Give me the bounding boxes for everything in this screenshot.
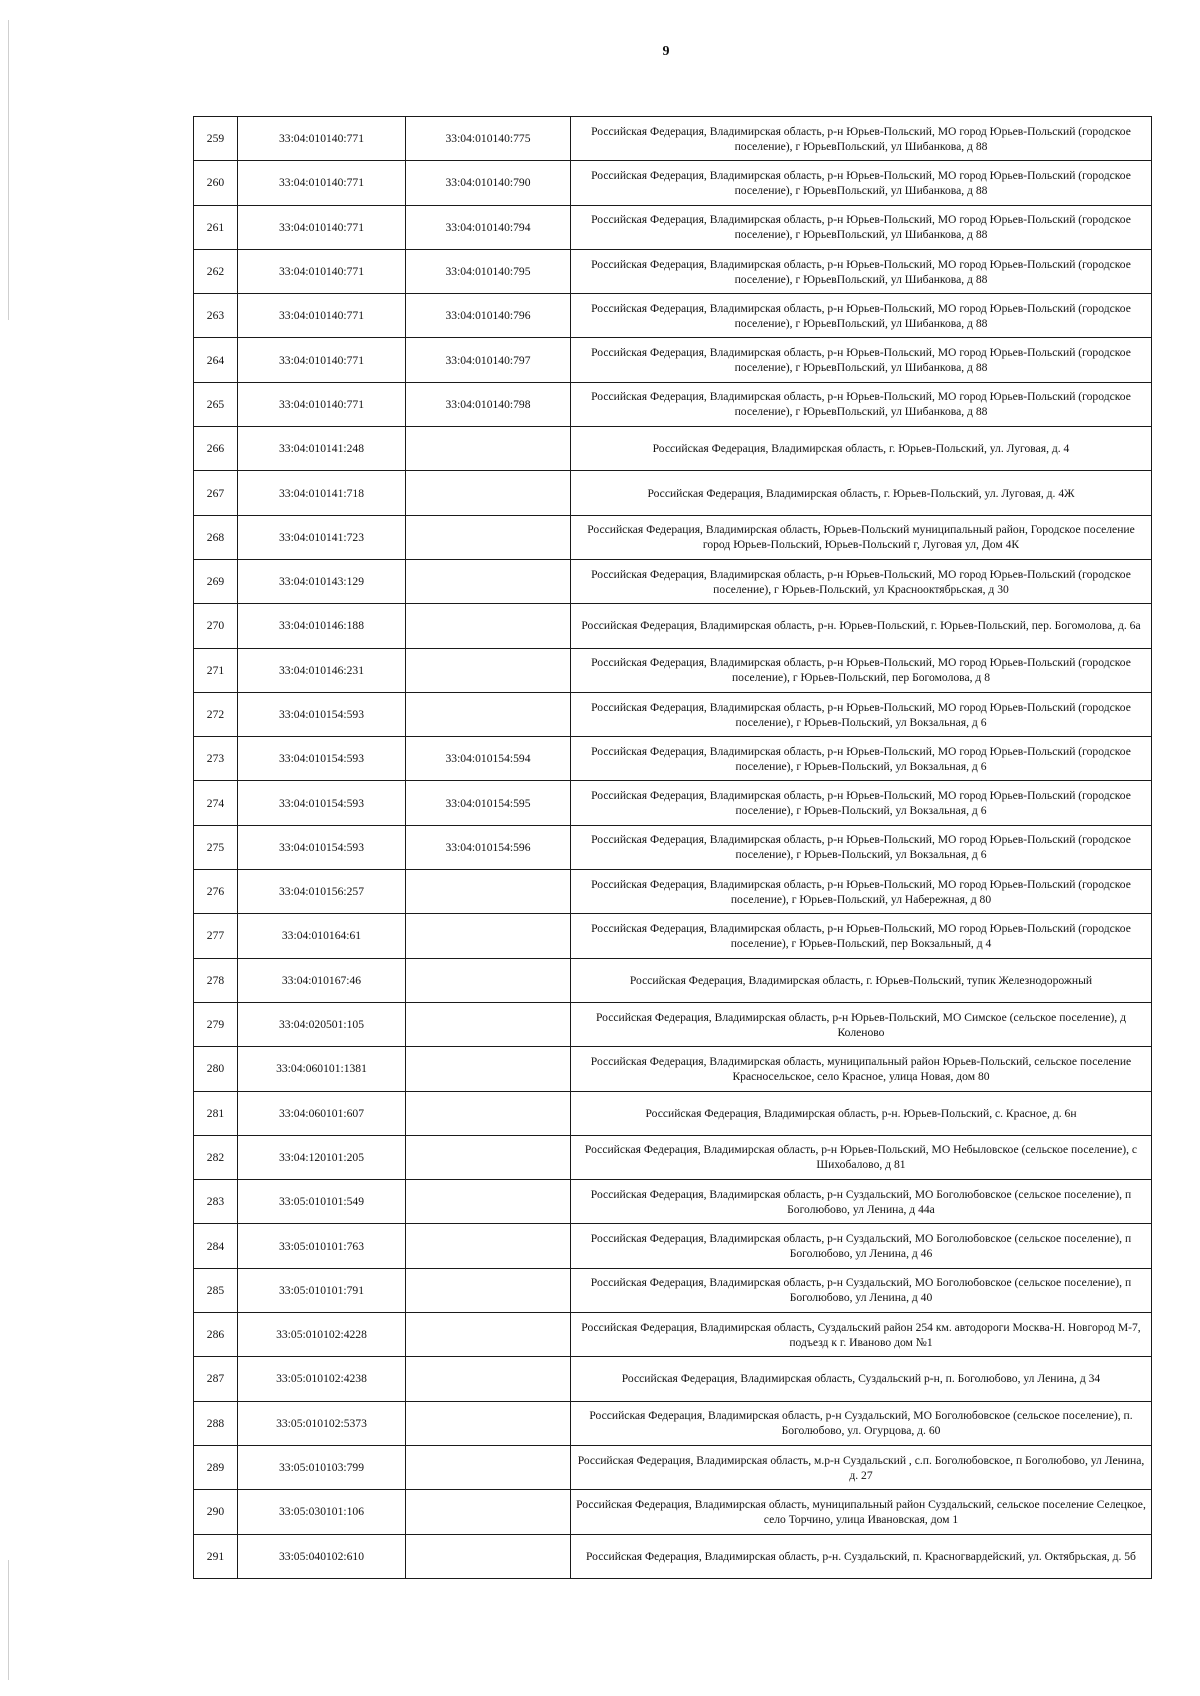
- main-cadastral-number-cell: 33:04:010140:771: [238, 249, 406, 293]
- main-cadastral-number-cell: 33:05:010101:549: [238, 1180, 406, 1224]
- address-cell: Российская Федерация, Владимирская область, р-н Суздальский, МО Боголюбовское (сельское поселение), п. Боголюбово, ул. Огурцова, д. 60: [571, 1401, 1152, 1445]
- address-cell: Российская Федерация, Владимирская область, р-н Юрьев-Польский, МО город Юрьев-Польский (городское поселение), г ЮрьевПольский, ул Шибанкова, д 88: [571, 338, 1152, 382]
- sub-cadastral-number-cell: [406, 870, 571, 914]
- table-row: [194, 648, 1152, 692]
- table-row: [194, 914, 1152, 958]
- row-number-cell: 259: [194, 117, 238, 161]
- table-row: [194, 471, 1152, 515]
- sub-cadastral-number-cell: [406, 1268, 571, 1312]
- sub-cadastral-number-cell: [406, 1135, 571, 1179]
- table-row: [194, 161, 1152, 205]
- row-number-cell: 272: [194, 692, 238, 736]
- main-cadastral-number-cell: 33:05:030101:106: [238, 1490, 406, 1534]
- main-cadastral-number-cell: 33:04:010140:771: [238, 117, 406, 161]
- cadastral-registry-table: [193, 116, 1152, 1579]
- address-cell: Российская Федерация, Владимирская область, муниципальный район Юрьев-Польский, сельское поселение Красносельское, село Красное, улица Новая, дом 80: [571, 1047, 1152, 1091]
- row-number-cell: 274: [194, 781, 238, 825]
- row-number-cell: 263: [194, 294, 238, 338]
- address-cell: Российская Федерация, Владимирская область, р-н Юрьев-Польский, МО город Юрьев-Польский (городское поселение), г Юрьев-Польский, ул Вокзальная, д 6: [571, 781, 1152, 825]
- sub-cadastral-number-cell: [406, 1091, 571, 1135]
- table-row: [194, 1180, 1152, 1224]
- main-cadastral-number-cell: 33:04:010140:771: [238, 294, 406, 338]
- sub-cadastral-number-cell: [406, 692, 571, 736]
- row-number-cell: 285: [194, 1268, 238, 1312]
- row-number-cell: 268: [194, 515, 238, 559]
- address-cell: Российская Федерация, Владимирская область, р-н Юрьев-Польский, МО город Юрьев-Польский (городское поселение), г Юрьев-Польский, ул Вокзальная, д 6: [571, 825, 1152, 869]
- scan-edge-mark: [8, 20, 9, 320]
- main-cadastral-number-cell: 33:04:010141:248: [238, 427, 406, 471]
- sub-cadastral-number-cell: 33:04:010140:775: [406, 117, 571, 161]
- row-number-cell: 270: [194, 604, 238, 648]
- main-cadastral-number-cell: 33:04:010140:771: [238, 205, 406, 249]
- sub-cadastral-number-cell: 33:04:010140:797: [406, 338, 571, 382]
- table-row: [194, 692, 1152, 736]
- row-number-cell: 282: [194, 1135, 238, 1179]
- sub-cadastral-number-cell: [406, 427, 571, 471]
- main-cadastral-number-cell: 33:05:010102:5373: [238, 1401, 406, 1445]
- address-cell: Российская Федерация, Владимирская область, р-н Юрьев-Польский, МО город Юрьев-Польский (городское поселение), г Юрьев-Польский, ул Вокзальная, д 6: [571, 737, 1152, 781]
- main-cadastral-number-cell: 33:04:010143:129: [238, 559, 406, 603]
- address-cell: Российская Федерация, Владимирская область, р-н Юрьев-Польский, МО Симское (сельское поселение), д Коленово: [571, 1002, 1152, 1046]
- row-number-cell: 275: [194, 825, 238, 869]
- table-row: [194, 870, 1152, 914]
- row-number-cell: 265: [194, 382, 238, 426]
- table-row: [194, 781, 1152, 825]
- table-row: [194, 382, 1152, 426]
- table-row: [194, 1135, 1152, 1179]
- row-number-cell: 287: [194, 1357, 238, 1401]
- table-row: [194, 1445, 1152, 1489]
- table-row: [194, 1091, 1152, 1135]
- address-cell: Российская Федерация, Владимирская область, р-н Юрьев-Польский, МО город Юрьев-Польский (городское поселение), г ЮрьевПольский, ул Шибанкова, д 88: [571, 161, 1152, 205]
- sub-cadastral-number-cell: 33:04:010154:594: [406, 737, 571, 781]
- main-cadastral-number-cell: 33:04:010154:593: [238, 825, 406, 869]
- table-row: [194, 1357, 1152, 1401]
- main-cadastral-number-cell: 33:05:010102:4238: [238, 1357, 406, 1401]
- sub-cadastral-number-cell: 33:04:010140:796: [406, 294, 571, 338]
- sub-cadastral-number-cell: [406, 515, 571, 559]
- table-row: [194, 604, 1152, 648]
- address-cell: Российская Федерация, Владимирская область, р-н Юрьев-Польский, МО город Юрьев-Польский (городское поселение), г Юрьев-Польский, пер Вокзальный, д 4: [571, 914, 1152, 958]
- table-row: [194, 249, 1152, 293]
- table-row: [194, 559, 1152, 603]
- table-row: [194, 1268, 1152, 1312]
- table-row: [194, 1224, 1152, 1268]
- table-row: [194, 294, 1152, 338]
- row-number-cell: 279: [194, 1002, 238, 1046]
- sub-cadastral-number-cell: [406, 604, 571, 648]
- sub-cadastral-number-cell: 33:04:010140:795: [406, 249, 571, 293]
- table-row: [194, 737, 1152, 781]
- sub-cadastral-number-cell: [406, 1180, 571, 1224]
- scan-edge-mark: [8, 1560, 9, 1680]
- row-number-cell: 280: [194, 1047, 238, 1091]
- address-cell: Российская Федерация, Владимирская область, Юрьев-Польский муниципальный район, Городское поселение город Юрьев-Польский, Юрьев-Польский г, Луговая ул, Дом 4К: [571, 515, 1152, 559]
- table-row: [194, 427, 1152, 471]
- main-cadastral-number-cell: 33:04:120101:205: [238, 1135, 406, 1179]
- address-cell: Российская Федерация, Владимирская область, г. Юрьев-Польский, тупик Железнодорожный: [571, 958, 1152, 1002]
- address-cell: Российская Федерация, Владимирская область, Суздальский район 254 км. автодороги Москва-Н. Новгород М-7, подъезд к г. Иваново дом №1: [571, 1313, 1152, 1357]
- table-row: [194, 1047, 1152, 1091]
- sub-cadastral-number-cell: [406, 914, 571, 958]
- address-cell: Российская Федерация, Владимирская область, г. Юрьев-Польский, ул. Луговая, д. 4: [571, 427, 1152, 471]
- table-row: [194, 958, 1152, 1002]
- row-number-cell: 284: [194, 1224, 238, 1268]
- sub-cadastral-number-cell: [406, 1490, 571, 1534]
- main-cadastral-number-cell: 33:04:010140:771: [238, 338, 406, 382]
- address-cell: Российская Федерация, Владимирская область, р-н Суздальский, МО Боголюбовское (сельское поселение), п Боголюбово, ул Ленина, д 40: [571, 1268, 1152, 1312]
- sub-cadastral-number-cell: 33:04:010140:790: [406, 161, 571, 205]
- address-cell: Российская Федерация, Владимирская область, р-н Юрьев-Польский, МО город Юрьев-Польский (городское поселение), г ЮрьевПольский, ул Шибанкова, д 88: [571, 117, 1152, 161]
- row-number-cell: 260: [194, 161, 238, 205]
- sub-cadastral-number-cell: [406, 1357, 571, 1401]
- table-row: [194, 1002, 1152, 1046]
- row-number-cell: 290: [194, 1490, 238, 1534]
- address-cell: Российская Федерация, Владимирская область, р-н Юрьев-Польский, МО город Юрьев-Польский (городское поселение), г ЮрьевПольский, ул Шибанкова, д 88: [571, 294, 1152, 338]
- table-row: [194, 205, 1152, 249]
- sub-cadastral-number-cell: [406, 1002, 571, 1046]
- main-cadastral-number-cell: 33:04:010156:257: [238, 870, 406, 914]
- address-cell: Российская Федерация, Владимирская область, р-н Юрьев-Польский, МО город Юрьев-Польский (городское поселение), г Юрьев-Польский, ул Набережная, д 80: [571, 870, 1152, 914]
- table-body: [194, 117, 1152, 1579]
- sub-cadastral-number-cell: [406, 471, 571, 515]
- row-number-cell: 288: [194, 1401, 238, 1445]
- row-number-cell: 276: [194, 870, 238, 914]
- main-cadastral-number-cell: 33:05:010103:799: [238, 1445, 406, 1489]
- address-cell: Российская Федерация, Владимирская область, р-н Юрьев-Польский, МО город Юрьев-Польский (городское поселение), г ЮрьевПольский, ул Шибанкова, д 88: [571, 249, 1152, 293]
- sub-cadastral-number-cell: [406, 559, 571, 603]
- row-number-cell: 281: [194, 1091, 238, 1135]
- main-cadastral-number-cell: 33:05:010101:791: [238, 1268, 406, 1312]
- address-cell: Российская Федерация, Владимирская область, р-н Суздальский, МО Боголюбовское (сельское поселение), п Боголюбово, ул Ленина, д 44а: [571, 1180, 1152, 1224]
- main-cadastral-number-cell: 33:04:020501:105: [238, 1002, 406, 1046]
- main-cadastral-number-cell: 33:04:010146:188: [238, 604, 406, 648]
- sub-cadastral-number-cell: [406, 1401, 571, 1445]
- row-number-cell: 277: [194, 914, 238, 958]
- table-row: [194, 1490, 1152, 1534]
- row-number-cell: 283: [194, 1180, 238, 1224]
- row-number-cell: 291: [194, 1534, 238, 1578]
- row-number-cell: 262: [194, 249, 238, 293]
- main-cadastral-number-cell: 33:04:010154:593: [238, 692, 406, 736]
- address-cell: Российская Федерация, Владимирская область, р-н. Суздальский, п. Красногвардейский, ул. Октябрьская, д. 5б: [571, 1534, 1152, 1578]
- main-cadastral-number-cell: 33:04:010141:723: [238, 515, 406, 559]
- row-number-cell: 264: [194, 338, 238, 382]
- sub-cadastral-number-cell: 33:04:010140:794: [406, 205, 571, 249]
- main-cadastral-number-cell: 33:04:010154:593: [238, 737, 406, 781]
- main-cadastral-number-cell: 33:04:010154:593: [238, 781, 406, 825]
- table-row: [194, 515, 1152, 559]
- table-row: [194, 338, 1152, 382]
- address-cell: Российская Федерация, Владимирская область, г. Юрьев-Польский, ул. Луговая, д. 4Ж: [571, 471, 1152, 515]
- table-row: [194, 1401, 1152, 1445]
- address-cell: Российская Федерация, Владимирская область, р-н Юрьев-Польский, МО город Юрьев-Польский (городское поселение), г Юрьев-Польский, ул Краснооктябрьская, д 30: [571, 559, 1152, 603]
- sub-cadastral-number-cell: [406, 1313, 571, 1357]
- row-number-cell: 267: [194, 471, 238, 515]
- main-cadastral-number-cell: 33:04:010146:231: [238, 648, 406, 692]
- row-number-cell: 289: [194, 1445, 238, 1489]
- page-number: 9: [662, 44, 670, 59]
- address-cell: Российская Федерация, Владимирская область, р-н Юрьев-Польский, МО город Юрьев-Польский (городское поселение), г ЮрьевПольский, ул Шибанкова, д 88: [571, 382, 1152, 426]
- sub-cadastral-number-cell: [406, 1534, 571, 1578]
- address-cell: Российская Федерация, Владимирская область, р-н Суздальский, МО Боголюбовское (сельское поселение), п Боголюбово, ул Ленина, д 46: [571, 1224, 1152, 1268]
- row-number-cell: 266: [194, 427, 238, 471]
- table-row: [194, 1313, 1152, 1357]
- address-cell: Российская Федерация, Владимирская область, р-н Юрьев-Польский, МО город Юрьев-Польский (городское поселение), г Юрьев-Польский, пер Богомолова, д 8: [571, 648, 1152, 692]
- main-cadastral-number-cell: 33:04:010167:46: [238, 958, 406, 1002]
- sub-cadastral-number-cell: [406, 1047, 571, 1091]
- sub-cadastral-number-cell: 33:04:010140:798: [406, 382, 571, 426]
- sub-cadastral-number-cell: [406, 648, 571, 692]
- address-cell: Российская Федерация, Владимирская область, р-н Юрьев-Польский, МО город Юрьев-Польский (городское поселение), г Юрьев-Польский, ул Вокзальная, д 6: [571, 692, 1152, 736]
- row-number-cell: 286: [194, 1313, 238, 1357]
- address-cell: Российская Федерация, Владимирская область, р-н Юрьев-Польский, МО Небыловское (сельское поселение), с Шихобалово, д 81: [571, 1135, 1152, 1179]
- address-cell: Российская Федерация, Владимирская область, р-н Юрьев-Польский, МО город Юрьев-Польский (городское поселение), г ЮрьевПольский, ул Шибанкова, д 88: [571, 205, 1152, 249]
- sub-cadastral-number-cell: [406, 958, 571, 1002]
- main-cadastral-number-cell: 33:04:010140:771: [238, 382, 406, 426]
- row-number-cell: 271: [194, 648, 238, 692]
- row-number-cell: 269: [194, 559, 238, 603]
- sub-cadastral-number-cell: [406, 1224, 571, 1268]
- main-cadastral-number-cell: 33:05:040102:610: [238, 1534, 406, 1578]
- main-cadastral-number-cell: 33:04:060101:607: [238, 1091, 406, 1135]
- address-cell: Российская Федерация, Владимирская область, муниципальный район Суздальский, сельское поселение Селецкое, село Торчино, улица Ивановская, дом 1: [571, 1490, 1152, 1534]
- main-cadastral-number-cell: 33:04:010164:61: [238, 914, 406, 958]
- sub-cadastral-number-cell: 33:04:010154:595: [406, 781, 571, 825]
- row-number-cell: 273: [194, 737, 238, 781]
- address-cell: Российская Федерация, Владимирская область, м.р-н Суздальский , с.п. Боголюбовское, п Боголюбово, ул Ленина, д. 27: [571, 1445, 1152, 1489]
- table-row: [194, 825, 1152, 869]
- address-cell: Российская Федерация, Владимирская область, р-н. Юрьев-Польский, г. Юрьев-Польский, пер. Богомолова, д. 6а: [571, 604, 1152, 648]
- main-cadastral-number-cell: 33:04:060101:1381: [238, 1047, 406, 1091]
- main-cadastral-number-cell: 33:05:010101:763: [238, 1224, 406, 1268]
- sub-cadastral-number-cell: 33:04:010154:596: [406, 825, 571, 869]
- table-row: [194, 1534, 1152, 1578]
- main-cadastral-number-cell: 33:04:010140:771: [238, 161, 406, 205]
- table-row: [194, 117, 1152, 161]
- main-cadastral-number-cell: 33:04:010141:718: [238, 471, 406, 515]
- row-number-cell: 278: [194, 958, 238, 1002]
- address-cell: Российская Федерация, Владимирская область, р-н. Юрьев-Польский, с. Красное, д. 6н: [571, 1091, 1152, 1135]
- row-number-cell: 261: [194, 205, 238, 249]
- address-cell: Российская Федерация, Владимирская область, Суздальский р-н, п. Боголюбово, ул Ленина, д 34: [571, 1357, 1152, 1401]
- main-cadastral-number-cell: 33:05:010102:4228: [238, 1313, 406, 1357]
- sub-cadastral-number-cell: [406, 1445, 571, 1489]
